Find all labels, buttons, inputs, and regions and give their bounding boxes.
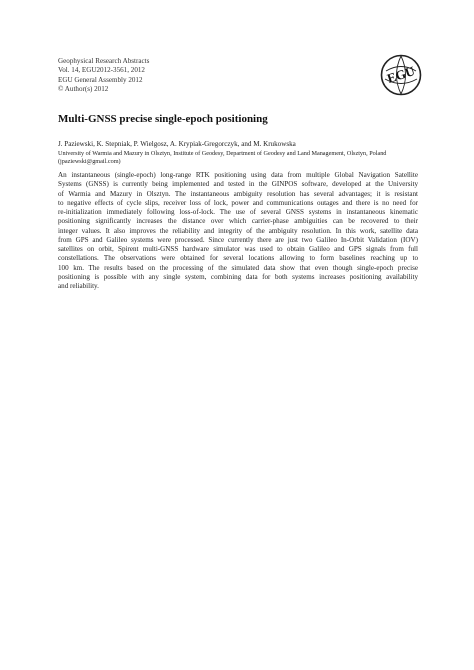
abstract-line: re-initialization immediately following loss-of-lock. The use of several GNSS systems in instantaneous kinematic — [58, 208, 418, 216]
abstract-line: from GPS and Galileo systems were processed. Since currently there are just two Galileo In-Orbit Validation (IOV) — [58, 235, 418, 244]
abstract-body — [58, 171, 418, 291]
abstract-line: integer values. It also improves the reliability and integrity of the ambiguity resolution. In this work, satellite data — [58, 226, 418, 235]
volume-info: Vol. 14, EGU2012-3561, 2012 — [58, 66, 145, 75]
egu-logo-icon — [380, 54, 422, 96]
publication-header — [58, 57, 358, 94]
abstract-line: positioning is possible with any single system, combining data for both systems increases positioning availability — [58, 272, 418, 281]
abstract-line: positioning significantly increases the distance over which carrier-phase ambiguities can be recovered to their — [58, 217, 418, 226]
egu-logo-graphic — [380, 54, 422, 96]
abstract-line: 100 km. The results based on the processing of the simulated data show that even though single-epoch precise — [58, 263, 418, 272]
author-list: J. Paziewski, K. Stepniak, P. Wielgosz, A. Krypiak-Gregorczyk, and M. Krukowska — [58, 140, 296, 148]
abstract-line: An instantaneous (single-epoch) long-range RTK positioning using data from multiple Global Navigation Satellite — [58, 171, 418, 179]
abstract-line: of Warmia and Mazury in Olsztyn. The instantaneous ambiguity resolution has several advantages; it is resistant — [58, 189, 418, 198]
journal-name: Geophysical Research Abstracts — [58, 57, 150, 65]
abstract-line: to negative effects of cycle slips, receiver loss of lock, power and communications outages and there is no need for — [58, 198, 418, 207]
assembly-info: EGU General Assembly 2012 — [58, 75, 143, 84]
abstract-line: Systems (GNSS) is currently being implemented and tested in the GINPOS software, developed at the University — [58, 180, 418, 189]
abstract-line: and reliability. — [58, 282, 99, 290]
abstract-line: satellites on orbit, Spirent multi-GNSS hardware simulator was used to obtain Galileo and GPS signals from full — [58, 245, 418, 253]
paper-title: Multi-GNSS precise single-epoch positioning — [58, 113, 268, 125]
abstract-line: constellations. The observations were obtained for several locations allowing to form baselines reaching up to — [58, 254, 418, 263]
svg-text:EGU: EGU — [385, 63, 417, 87]
author-affiliation: University of Warmia and Mazury in Olsztyn, Institute of Geodesy, Department of Geodesy and Land Management, Olsztyn, Poland (jpaziewski@gmail.com) — [58, 150, 387, 165]
copyright-notice: © Author(s) 2012 — [58, 84, 109, 93]
